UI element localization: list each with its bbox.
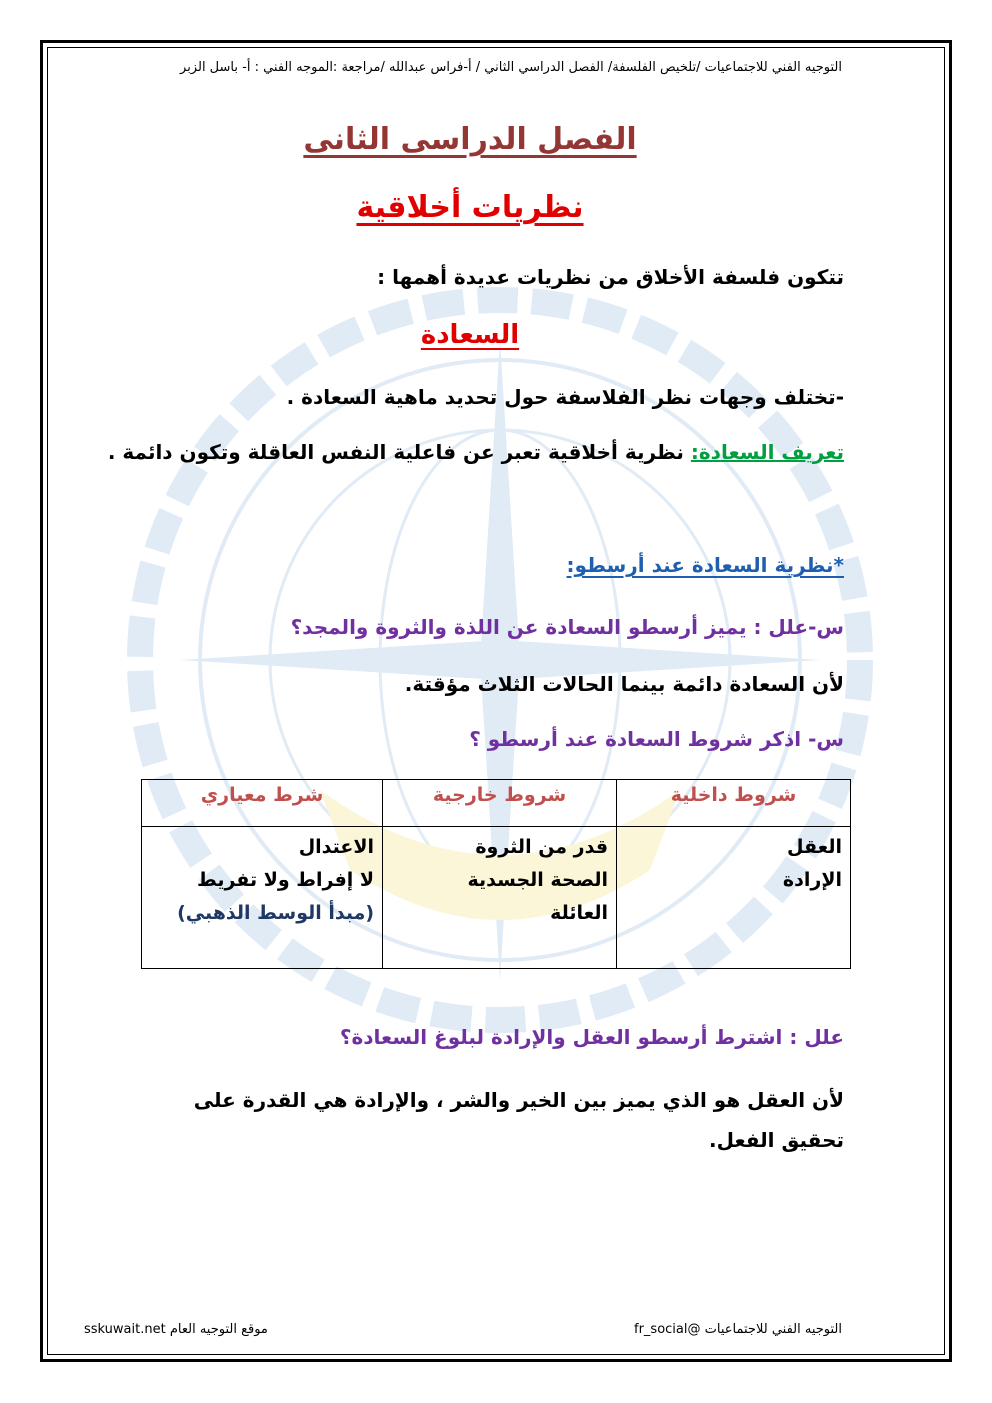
question-3: علل : اشترط أرسطو العقل والإرادة لبلوغ السعادة؟ <box>339 1025 844 1049</box>
normative-item: (مبدأ الوسط الذهبي) <box>177 902 375 924</box>
normative-cell <box>142 827 383 969</box>
internal-item: الإرادة <box>782 869 842 891</box>
philosophers-views-text: -تختلف وجهات نظر الفلاسفة حول تحديد ماهية السعادة . <box>286 385 844 409</box>
external-item: العائلة <box>550 902 609 924</box>
definition-label: تعريف السعادة: <box>690 440 844 464</box>
external-item: قدر من الثروة <box>475 836 609 858</box>
header-external: شروط خارجية <box>383 780 617 827</box>
definition-text: نظرية أخلاقية تعبر عن فاعلية النفس العاقلة وتكون دائمة . <box>107 440 691 464</box>
page-title: الفصل الدراسى الثانى <box>303 122 637 157</box>
header-normative: شرط معياري <box>142 780 383 827</box>
aristotle-heading: *نظرية السعادة عند أرسطو: <box>566 553 844 577</box>
table-row <box>142 827 851 969</box>
page-header: التوجيه الفني للاجتماعيات /تلخيص الفلسفة/ الفصل الدراسي الثاني / أ-فراس عبدالله /مراجعة :الموجه الفني : أ- باسل الزبر <box>180 60 842 75</box>
header-internal: شروط داخلية <box>617 780 851 827</box>
page-subtitle: نظريات أخلاقية <box>356 190 584 225</box>
external-item: الصحة الجسدية <box>467 869 609 891</box>
table-header-row <box>142 780 851 827</box>
normative-item: الاعتدال <box>298 836 375 858</box>
question-1: س-علل : يميز أرسطو السعادة عن اللذة والثروة والمجد؟ <box>290 615 844 639</box>
intro-text: تتكون فلسفة الأخلاق من نظريات عديدة أهمها : <box>377 265 844 289</box>
question-2: س- اذكر شروط السعادة عند أرسطو ؟ <box>469 727 844 751</box>
conditions-table <box>141 779 851 969</box>
happiness-definition <box>108 440 844 464</box>
external-cell <box>383 827 617 969</box>
normative-item: لا إفراط ولا تفريط <box>196 869 375 891</box>
answer-3: لأن العقل هو الذي يميز بين الخير والشر ، والإرادة هي القدرة على تحقيق الفعل. <box>193 1088 844 1152</box>
internal-cell <box>617 827 851 969</box>
section-title: السعادة <box>420 320 520 350</box>
footer-social: التوجيه الفني للاجتماعيات @fr_social <box>634 1322 842 1337</box>
answer-1: لأن السعادة دائمة بينما الحالات الثلاث مؤقتة. <box>404 672 844 696</box>
internal-item: العقل <box>786 836 842 858</box>
footer-website: sskuwait.net موقع التوجيه العام <box>84 1322 268 1337</box>
